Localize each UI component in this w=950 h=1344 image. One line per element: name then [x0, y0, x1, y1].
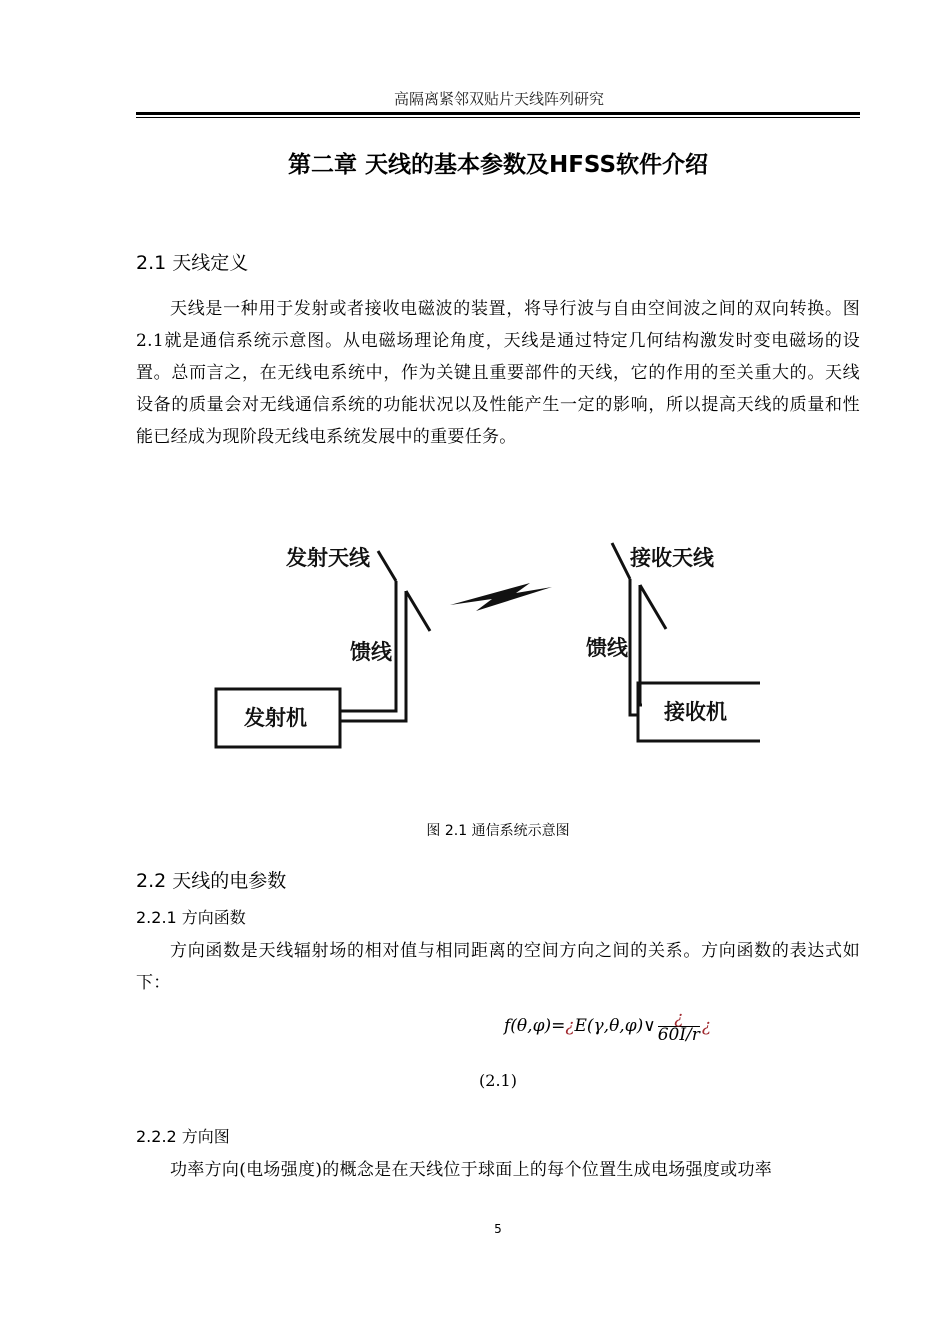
tx-antenna	[378, 551, 430, 631]
formula-glyph: ¿	[565, 1016, 575, 1036]
formula-numerator: ¿	[658, 1010, 700, 1027]
transmitter-label: 发射机	[244, 706, 307, 730]
section-2-2-1-paragraph: 方向函数是天线辐射场的相对值与相同距离的空间方向之间的关系。方向函数的表达式如下：	[136, 941, 860, 993]
chapter-title: 第二章 天线的基本参数及HFSS软件介绍	[287, 152, 709, 178]
section-2-2-1-heading: 2.2.1 方向函数	[136, 908, 246, 927]
equation-number: (2.1)	[479, 1071, 517, 1090]
section-2-2-2-paragraph: 功率方向(电场强度)的概念是在天线位于球面上的每个位置生成电场强度或功率	[170, 1160, 773, 1180]
page-number: 5	[494, 1222, 502, 1236]
section-2-2-2-heading: 2.2.2 方向图	[136, 1127, 230, 1146]
header-rule-thin	[136, 117, 860, 118]
communication-system-diagram	[200, 525, 760, 765]
tx-feed-label: 馈线	[350, 640, 392, 664]
formula-mid: E(γ,θ,φ)∨	[574, 1016, 656, 1036]
figure-caption: 图 2.1 通信系统示意图	[426, 823, 570, 839]
formula-denominator: 60I/r	[657, 1025, 700, 1045]
rx-antenna-label: 接收天线	[630, 546, 714, 570]
tx-antenna-label: 发射天线	[286, 546, 370, 570]
page-header: 高隔离紧邻双贴片天线阵列研究	[393, 90, 604, 108]
section-2-1-paragraph: 天线是一种用于发射或者接收电磁波的装置，将导行波与自由空间波之间的双向转换。图2.1就是通信系统示意图。从电磁场理论角度，天线是通过特定几何结构激发时变电磁场的设置。总而言之，在无线电系统中，作为关键且重要部件的天线，它的作用的至关重大的。天线设备的质量会对无线通信系统的功能状况以及性能产生一定的影响，所以提高天线的质量和性能已经成为现阶段无线电系统发展中的重要任务。	[136, 299, 860, 447]
direction-function-formula	[504, 1010, 711, 1043]
wireless-signal-bolt	[450, 583, 552, 611]
header-rule-thick	[136, 112, 860, 115]
formula-fraction	[658, 1010, 700, 1043]
formula-lhs: f(θ,φ)=	[504, 1016, 566, 1036]
section-2-1-heading: 2.1 天线定义	[136, 252, 249, 274]
rx-feed-label: 馈线	[586, 636, 628, 660]
section-2-2-heading: 2.2 天线的电参数	[136, 870, 287, 892]
formula-tail: ¿	[701, 1016, 712, 1036]
receiver-label: 接收机	[664, 700, 727, 724]
